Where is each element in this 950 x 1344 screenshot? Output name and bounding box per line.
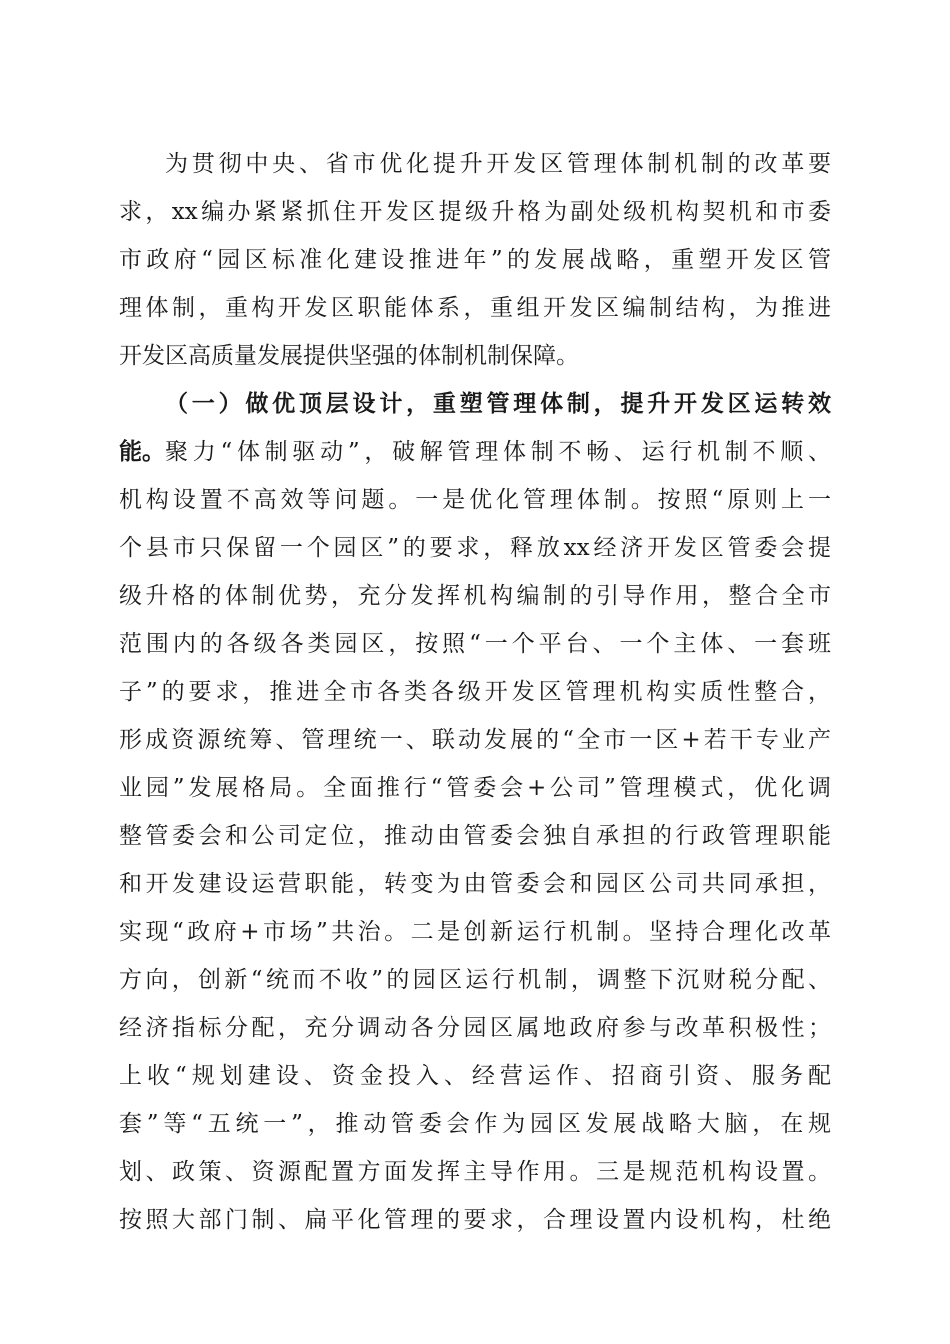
paragraph-1-line-1: 为贯彻中央、省市优化提升开发区管理体制机制的改革要 bbox=[165, 151, 831, 177]
paragraph-2-line-16: 划、政策、资源配置方面发挥主导作用。三是规范机构设置。 bbox=[119, 1159, 831, 1185]
paragraph-1-line-2: 求，xx编办紧紧抓住开发区提级升格为副处级机构契机和市委 bbox=[119, 199, 831, 225]
paragraph-2-line-2: 机构设置不高效等问题。一是优化管理体制。按照“原则上一 bbox=[119, 487, 831, 513]
paragraph-2-line-7: 形成资源统筹、管理统一、联动发展的“全市一区+若干专业产 bbox=[119, 727, 831, 753]
section-heading-line-1: （一）做优顶层设计，重塑管理体制，提升开发区运转效 bbox=[165, 390, 831, 417]
paragraph-2-line-11: 实现“政府+市场”共治。二是创新运行机制。坚持合理化改革 bbox=[119, 919, 831, 945]
paragraph-2-line-12: 方向，创新“统而不收”的园区运行机制，调整下沉财税分配、 bbox=[119, 967, 831, 993]
paragraph-2-line-3: 个县市只保留一个园区”的要求，释放xx经济开发区管委会提 bbox=[119, 535, 831, 561]
paragraph-2-line-6: 子”的要求，推进全市各类各级开发区管理机构实质性整合， bbox=[119, 679, 831, 705]
paragraph-2-line-4: 级升格的体制优势，充分发挥机构编制的引导作用，整合全市 bbox=[119, 583, 831, 609]
paragraph-1-line-3: 市政府“园区标准化建设推进年”的发展战略，重塑开发区管 bbox=[119, 247, 831, 273]
paragraph-2-line-13: 经济指标分配，充分调动各分园区属地政府参与改革积极性； bbox=[119, 1015, 831, 1041]
paragraph-2-line-10: 和开发建设运营职能，转变为由管委会和园区公司共同承担， bbox=[119, 871, 831, 897]
paragraph-2-line-8: 业园”发展格局。全面推行“管委会+公司”管理模式，优化调 bbox=[119, 775, 831, 801]
paragraph-2-line-15: 套”等“五统一”，推动管委会作为园区发展战略大脑，在规 bbox=[119, 1111, 831, 1137]
paragraph-2-line-9: 整管委会和公司定位，推动由管委会独自承担的行政管理职能 bbox=[119, 823, 831, 849]
section-heading-end: 能。 bbox=[119, 438, 165, 465]
paragraph-2-line-1: 聚力“体制驱动”，破解管理体制不畅、运行机制不顺、 bbox=[165, 439, 831, 465]
section-heading-line-2 bbox=[119, 437, 831, 467]
paragraph-2-line-14: 上收“规划建设、资金投入、经营运作、招商引资、服务配 bbox=[119, 1063, 831, 1089]
paragraph-1-line-4: 理体制，重构开发区职能体系，重组开发区编制结构，为推进 bbox=[119, 295, 831, 321]
paragraph-2-line-17: 按照大部门制、扁平化管理的要求，合理设置内设机构，杜绝 bbox=[119, 1207, 831, 1233]
paragraph-2-line-5: 范围内的各级各类园区，按照“一个平台、一个主体、一套班 bbox=[119, 631, 831, 657]
paragraph-1-line-5: 开发区高质量发展提供坚强的体制机制保障。 bbox=[119, 343, 579, 369]
